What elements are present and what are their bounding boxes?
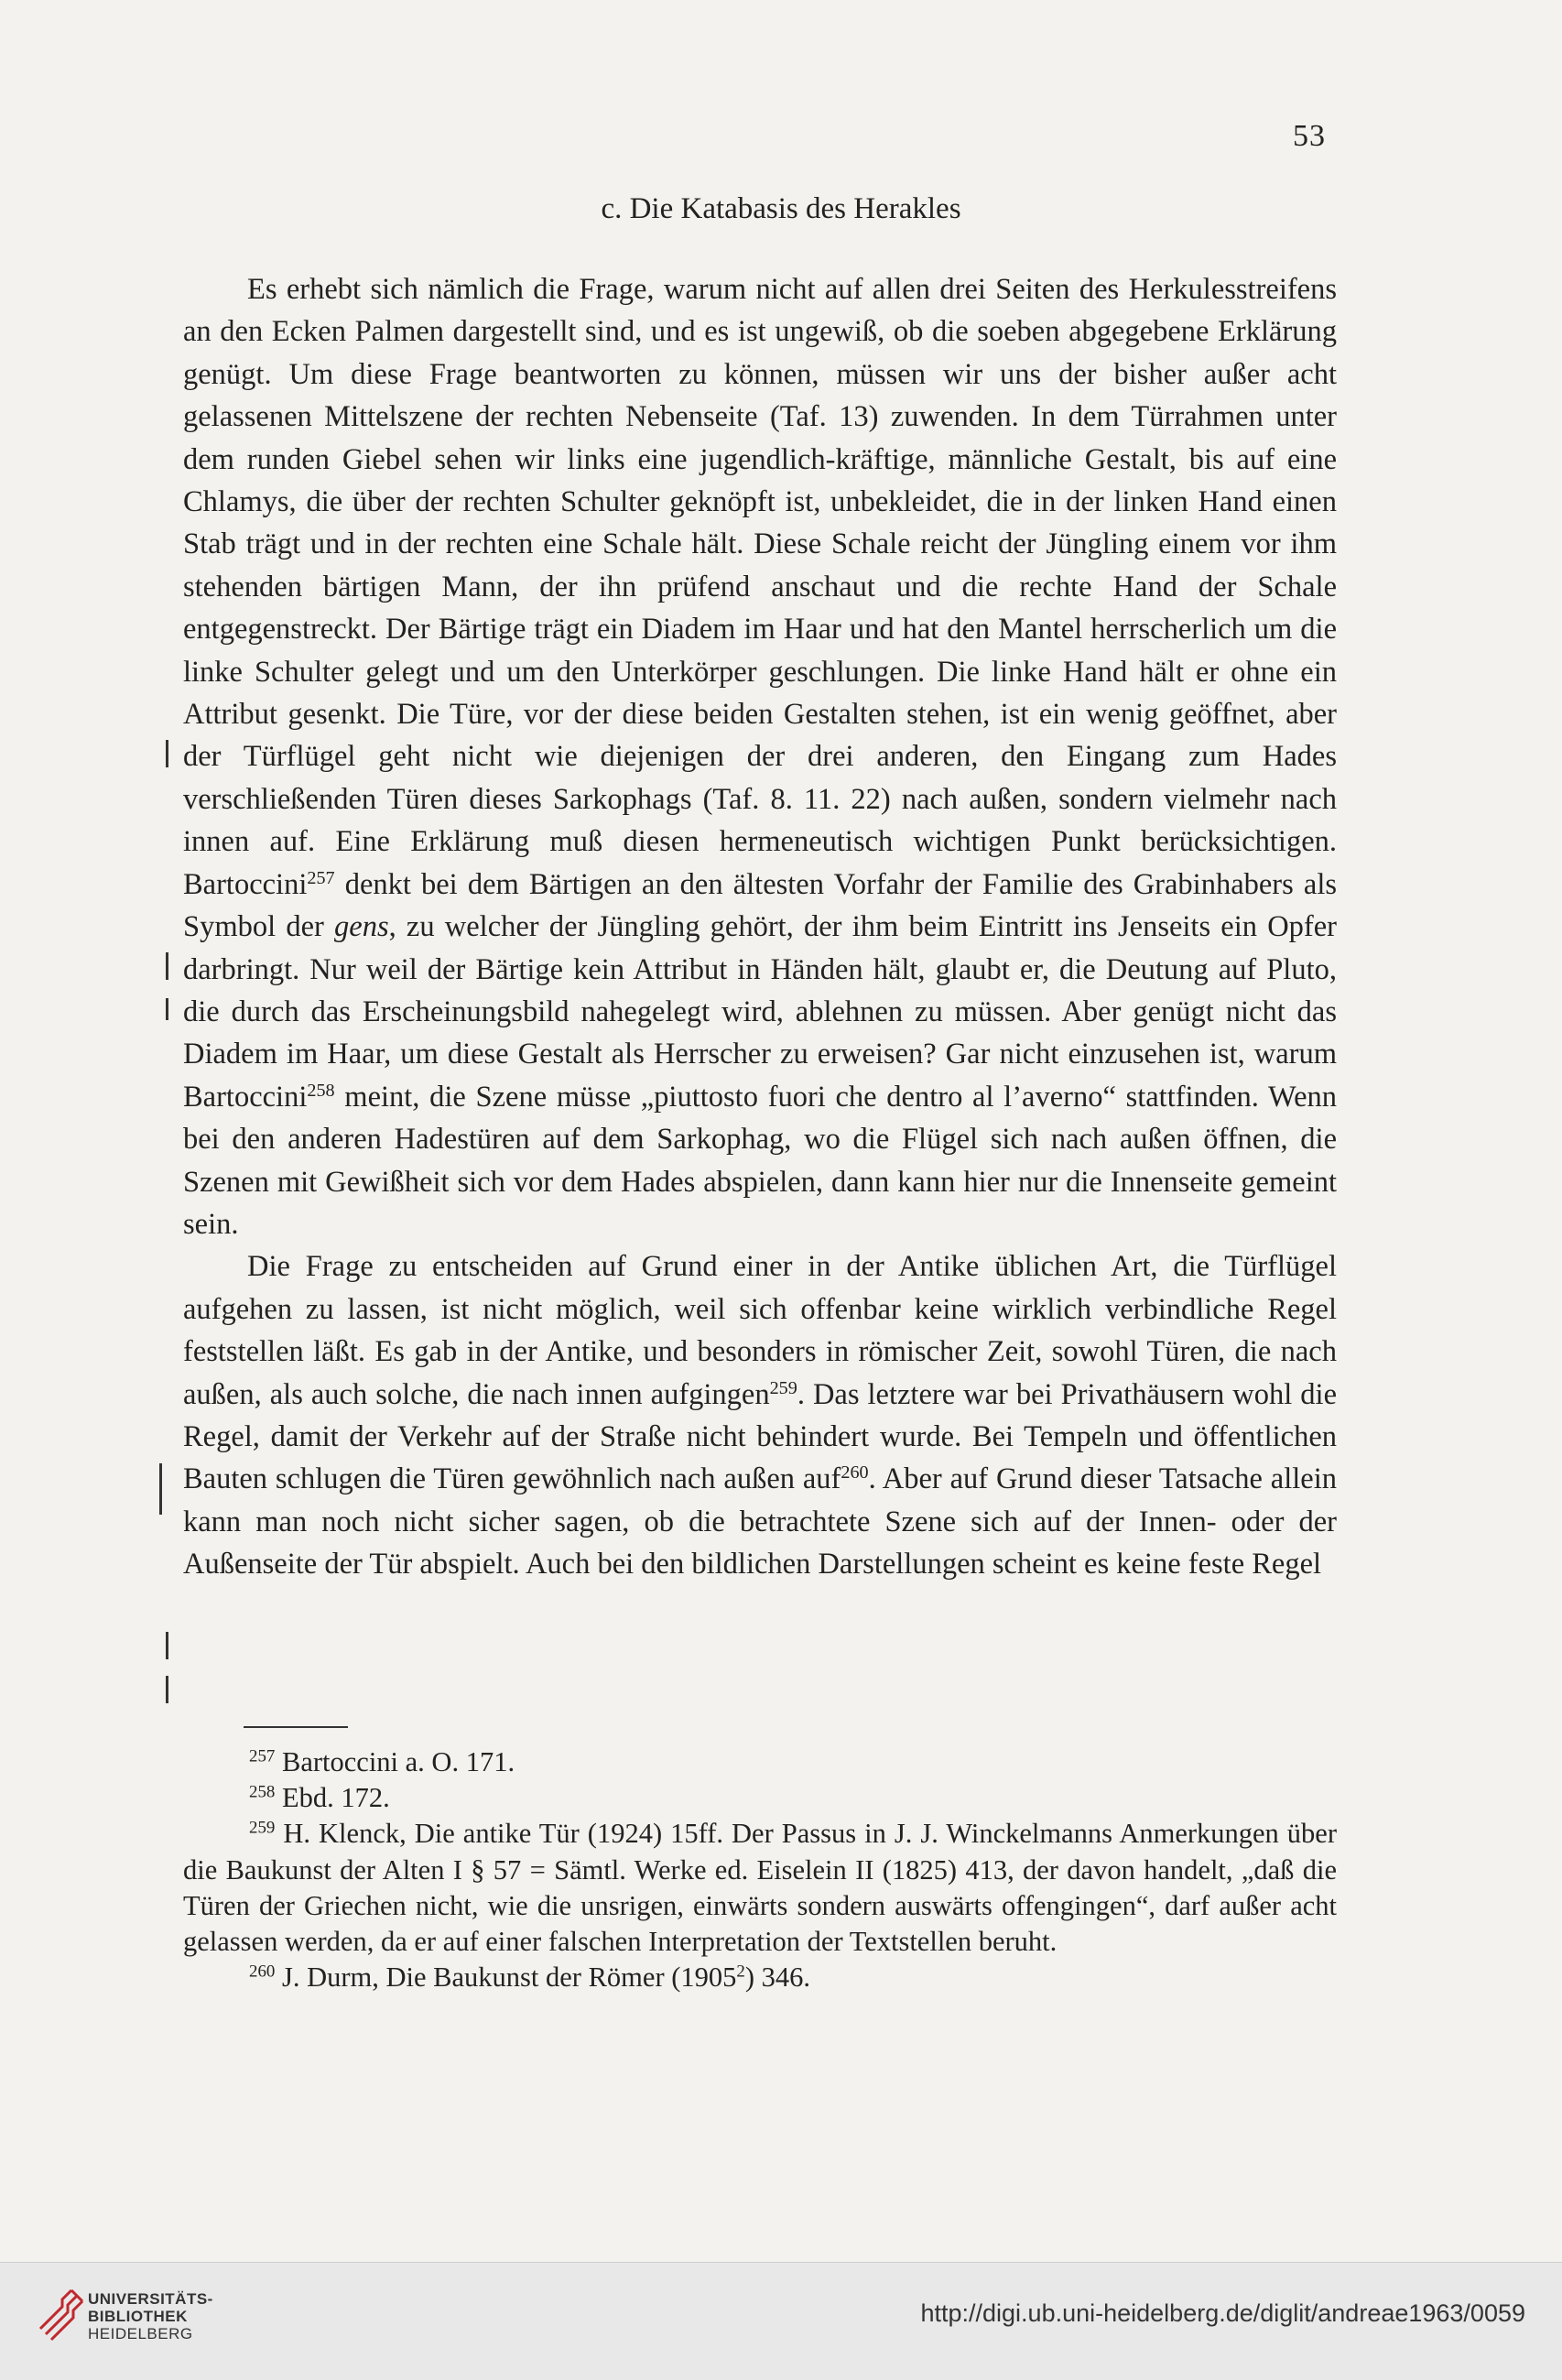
ub-heidelberg-logo-icon[interactable] xyxy=(35,2287,93,2345)
footnote-rule xyxy=(244,1726,348,1728)
permalink-url[interactable]: http://digi.ub.uni-heidelberg.de/diglit/andreae1963/0059 xyxy=(920,2299,1525,2327)
margin-mark xyxy=(166,998,168,1020)
body-text xyxy=(183,268,1337,1586)
margin-mark xyxy=(166,1632,168,1659)
footnote: $^{257}$ Bartoccini a. O. 171. xyxy=(249,1746,515,1777)
paragraph: Es erhebt sich nämlich die Frage, warum nicht auf allen drei Seiten des Herkulesstreifens an den Ecken Palmen dargestellt sind, und es ist ungewiß, ob die soeben abgegebene Erklärung genügt. Um diese Frage beantworten zu können, müssen wir uns der bisher außer acht gelassenen Mittelszene der rechten Nebenseite (Taf. 13) zuwenden. In dem Türrahmen unter dem runden Giebel sehen wir links eine jugendlich-kräftige, männliche Gestalt, bis auf eine Chlamys, die über der rechten Schulter geknöpft ist, unbekleidet, die in der linken Hand einen Stab trägt und in der rechten eine Schale hält. Diese Schale reicht der Jüngling einem vor ihm stehenden bärtigen Mann, der ihn prüfend anschaut und die rechte Hand der Schale entgegenstreckt. Der Bärtige trägt ein Diadem im Haar und hat den Mantel herrscherlich um die linke Schulter gelegt und um den Unterkörper geschlungen. Die linke Hand hält er ohne ein Attribut gesenkt. Die Türe, vor der diese beiden Gestalten stehen, ist ein wenig geöffnet, aber der Türflügel geht nicht wie diejenigen der drei anderen, den Eingang zum Hades verschließenden Türen dieses Sarkophags (Taf. 8. 11. 22) nach außen, sondern vielmehr nach innen auf. Eine Erklärung muß diesen hermeneutisch wichtigen Punkt berücksichtigen. Bartoccini$^{257}$ denkt bei dem Bärtigen an den ältesten Vorfahr der Familie des Grabinhabers als Symbol der gens, zu welcher der Jüngling gehört, der ihm beim Eintritt ins Jenseits ein Opfer darbringt. Nur weil der Bärtige kein Attribut in Händen hält, glaubt er, die Deutung auf Pluto, die durch das Erscheinungsbild nahegelegt wird, ablehnen zu müssen. Aber genügt nicht das Diadem im Haar, um diese Gestalt als Herrscher zu erweisen? Gar nicht einzusehen ist, warum Bartoccini$^{258}$ meint, die Szene müsse „piuttosto fuori che dentro al l’averno“ stattfinden. Wenn bei den anderen Hadestüren auf dem Sarkophag, wo die Flügel sich nach außen öffnen, die Szenen mit Gewißheit sich vor dem Hades abspielen, dann kann hier nur die Innenseite gemeint sein. xyxy=(183,273,1337,1241)
margin-mark xyxy=(166,952,168,980)
footnote-ref: 257 xyxy=(307,867,335,888)
footnote: $^{259}$ H. Klenck, Die antike Tür (1924) 15ff. Der Passus in J. J. Winckelmanns Anmerkungen über die Baukunst der Alten I § 57 = Sämtl. Werke ed. Eiselein II (1825) 413, der davon handelt, „daß die Türen der Griechen nicht, wie die unsrigen, einwärts sondern auswärts offengingen“, darf außer acht gelassen werden, da er auf einer falschen Interpretation der Textstellen beruht. xyxy=(183,1818,1337,1958)
paragraph: Die Frage zu entscheiden auf Grund einer in der Antike üblichen Art, die Türflügel aufgehen zu lassen, ist nicht möglich, weil sich offenbar keine wirklich verbindliche Regel feststellen läßt. Es gab in der Antike, und besonders in römischer Zeit, sowohl Türen, die nach außen, als auch solche, die nach innen aufgingen$^{259}$. Das letztere war bei Privathäusern wohl die Regel, damit der Verkehr auf der Straße nicht behindert wurde. Bei Tempeln und öffentlichen Bauten schlugen die Türen gewöhnlich nach außen auf$^{260}$. Aber auf Grund dieser Tatsache allein kann man noch nicht sicher sagen, ob die betrachtete Szene sich auf der Innen- oder der Außenseite der Tür abspielt. Auch bei den bildlichen Darstellungen scheint es keine feste Regel xyxy=(183,1250,1337,1581)
institution-name[interactable]: UNIVERSITÄTS- BIBLIOTHEK HEIDELBERG xyxy=(88,2290,213,2342)
footnote-ref: 259 xyxy=(769,1377,797,1398)
margin-mark xyxy=(166,740,168,767)
footnote-ref: 260 xyxy=(841,1462,869,1483)
footnotes xyxy=(183,1744,1337,1995)
footnote-ref: 258 xyxy=(307,1080,335,1101)
margin-mark xyxy=(159,1463,162,1515)
margin-mark xyxy=(166,1676,168,1703)
footnote: $^{260}$ J. Durm, Die Baukunst der Römer (1905$^2$) 346. xyxy=(249,1962,811,1994)
section-title: c. Die Katabasis des Herakles xyxy=(601,192,961,225)
footnote: $^{258}$ Ebd. 172. xyxy=(249,1782,390,1814)
page-number: 53 xyxy=(1293,119,1326,153)
viewer-footer xyxy=(0,2262,1562,2380)
